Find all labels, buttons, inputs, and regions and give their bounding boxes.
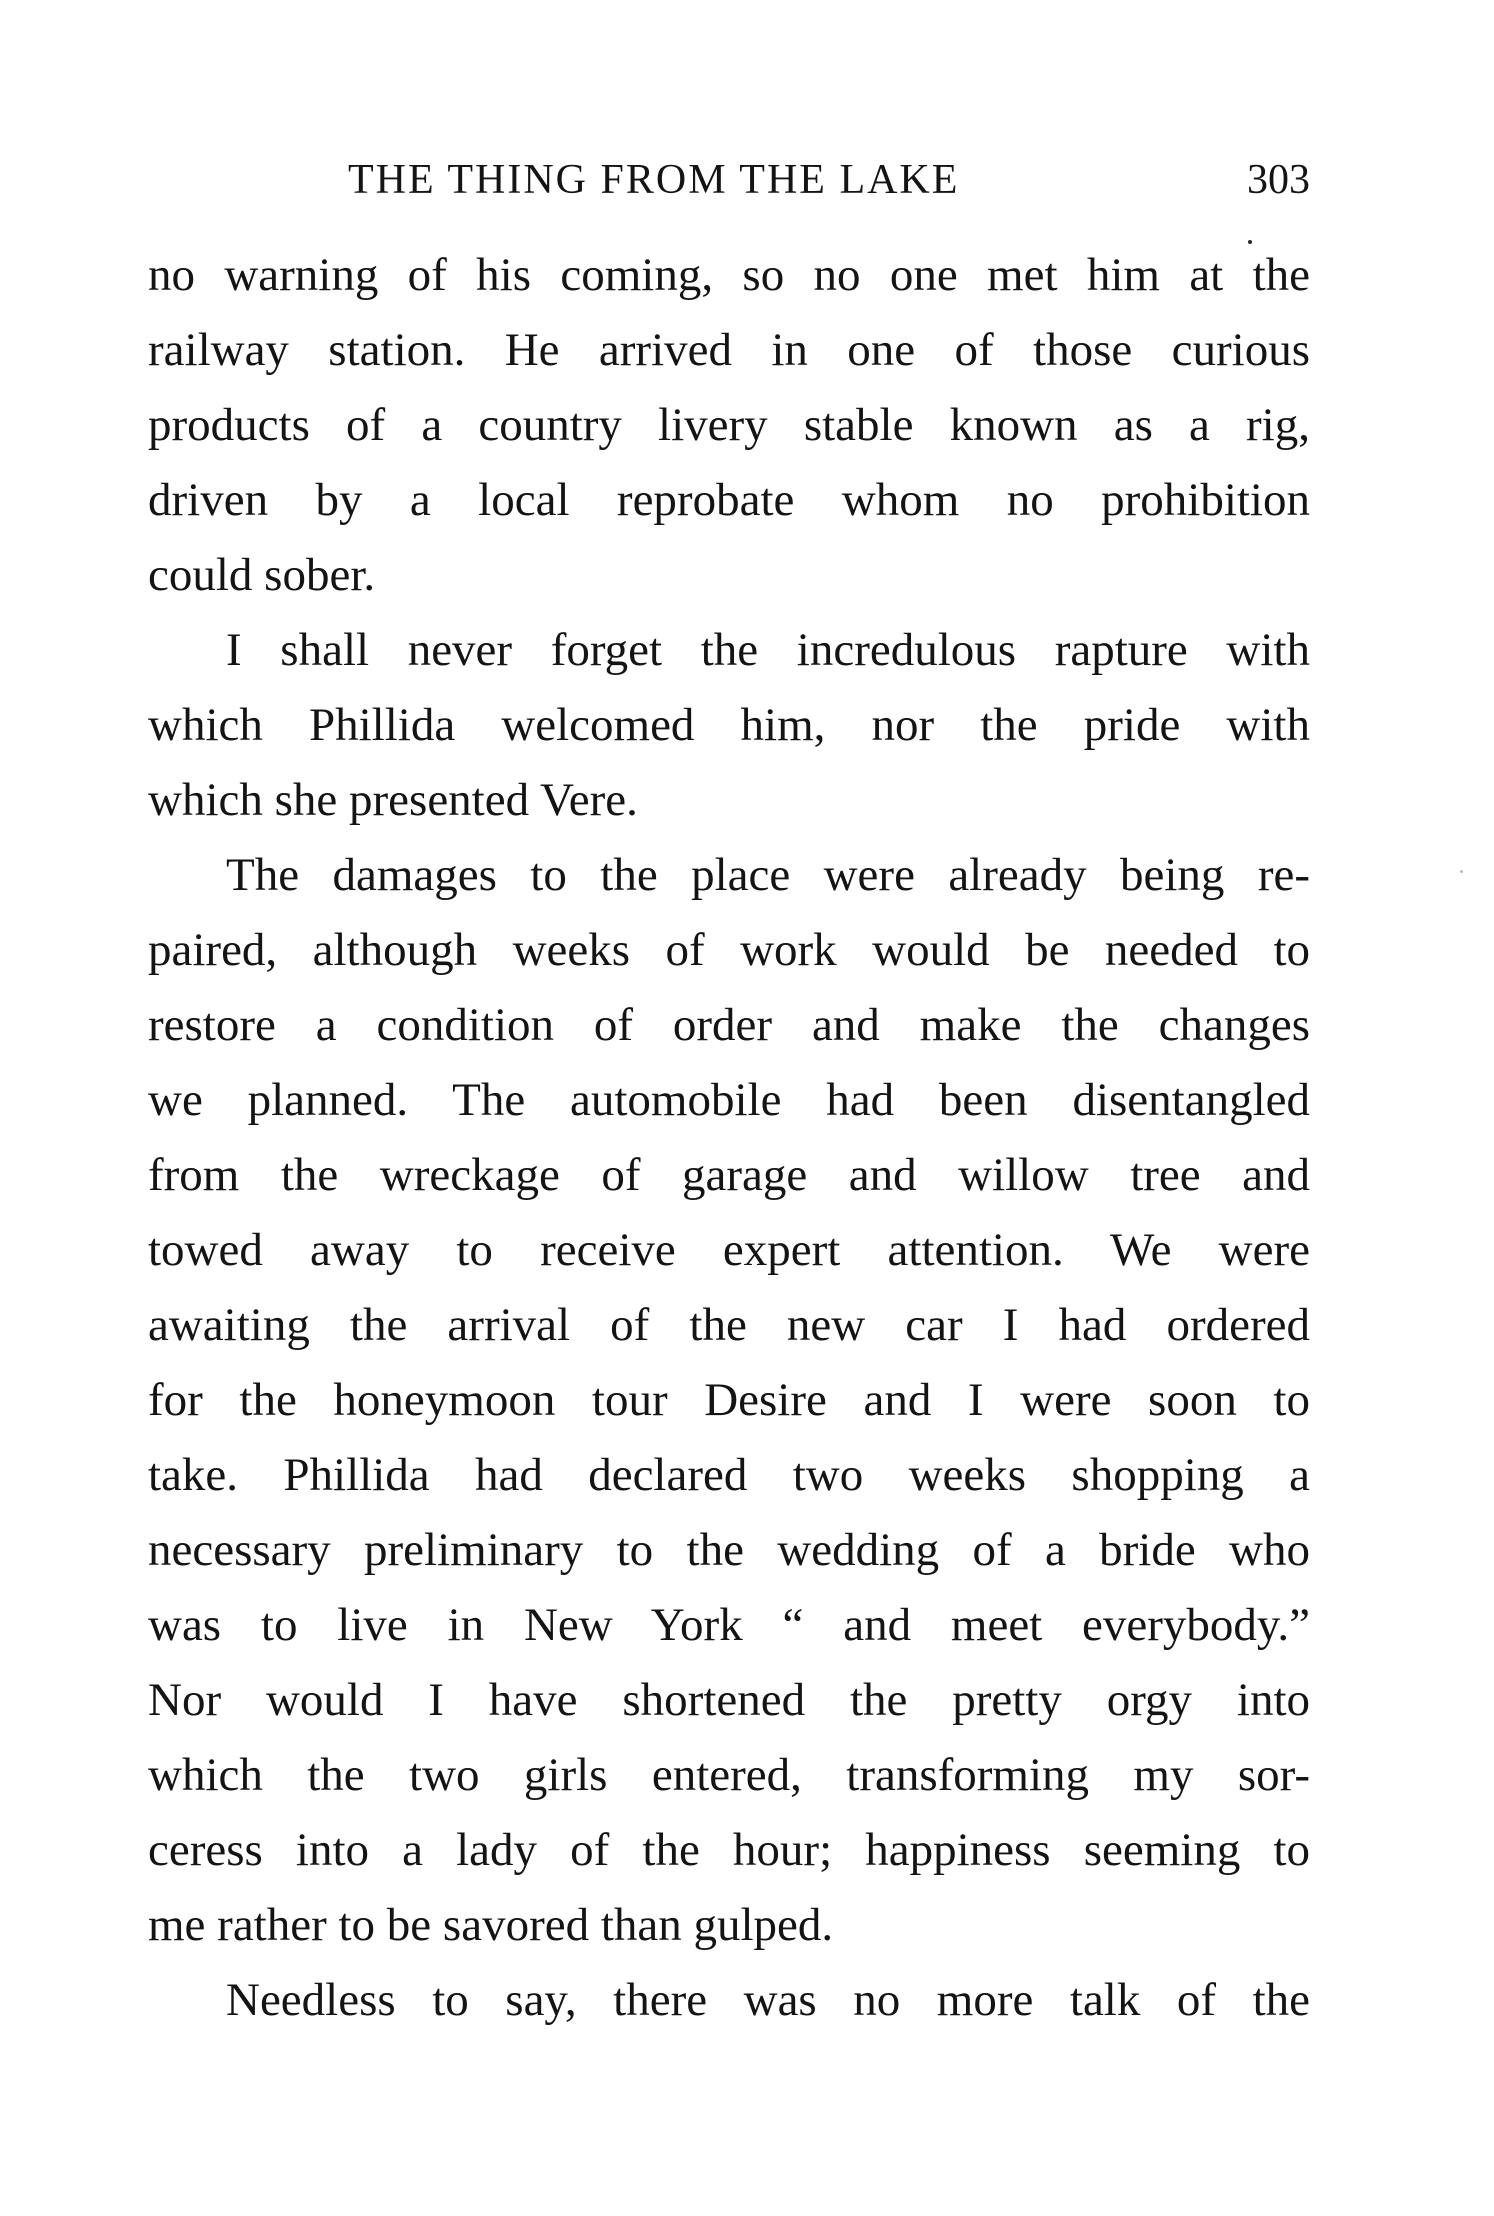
text-line: necessary preliminary to the wedding of a bride who — [148, 1524, 1310, 1576]
text-line: from the wreckage of garage and willow tree and — [148, 1149, 1310, 1201]
text-line: take. Phillida had declared two weeks shopping a — [148, 1449, 1310, 1501]
text-line: towed away to receive expert attention. We were — [148, 1224, 1310, 1276]
scan-speck — [1248, 240, 1252, 244]
text-line: was to live in New York “ and meet everybody.” — [148, 1599, 1310, 1651]
text-line: paired, although weeks of work would be needed to — [148, 924, 1310, 976]
page-number: 303 — [1247, 157, 1310, 203]
text-line: Needless to say, there was no more talk of the — [226, 1974, 1310, 2026]
text-line: which she presented Vere. — [148, 774, 638, 826]
text-line: products of a country livery stable known as a rig, — [148, 399, 1310, 451]
text-line: no warning of his coming, so no one met him at the — [148, 249, 1310, 301]
text-line: restore a condition of order and make the changes — [148, 999, 1310, 1051]
text-line: ceress into a lady of the hour; happiness seeming to — [148, 1824, 1310, 1876]
running-title: THE THING FROM THE LAKE — [348, 157, 960, 203]
text-line: could sober. — [148, 549, 376, 601]
text-line: me rather to be savored than gulped. — [148, 1899, 834, 1951]
scan-speck — [1460, 870, 1463, 873]
paragraph — [148, 838, 1310, 1963]
body-text — [148, 238, 1310, 2038]
text-line: railway station. He arrived in one of those curious — [148, 324, 1310, 376]
text-line: The damages to the place were already being re- — [226, 849, 1310, 901]
text-line: Nor would I have shortened the pretty orgy into — [148, 1674, 1310, 1726]
text-line: for the honeymoon tour Desire and I were soon to — [148, 1374, 1310, 1426]
paragraph — [148, 1963, 1310, 2038]
paragraph — [148, 613, 1310, 838]
paragraph — [148, 238, 1310, 613]
text-line: which Phillida welcomed him, nor the pride with — [148, 699, 1310, 751]
text-line: awaiting the arrival of the new car I had ordered — [148, 1299, 1310, 1351]
text-line: we planned. The automobile had been disentangled — [148, 1074, 1310, 1126]
text-line: driven by a local reprobate whom no prohibition — [148, 474, 1310, 526]
running-head — [148, 150, 1310, 210]
text-line: I shall never forget the incredulous rapture with — [226, 624, 1310, 676]
text-line: which the two girls entered, transforming my sor- — [148, 1749, 1310, 1801]
